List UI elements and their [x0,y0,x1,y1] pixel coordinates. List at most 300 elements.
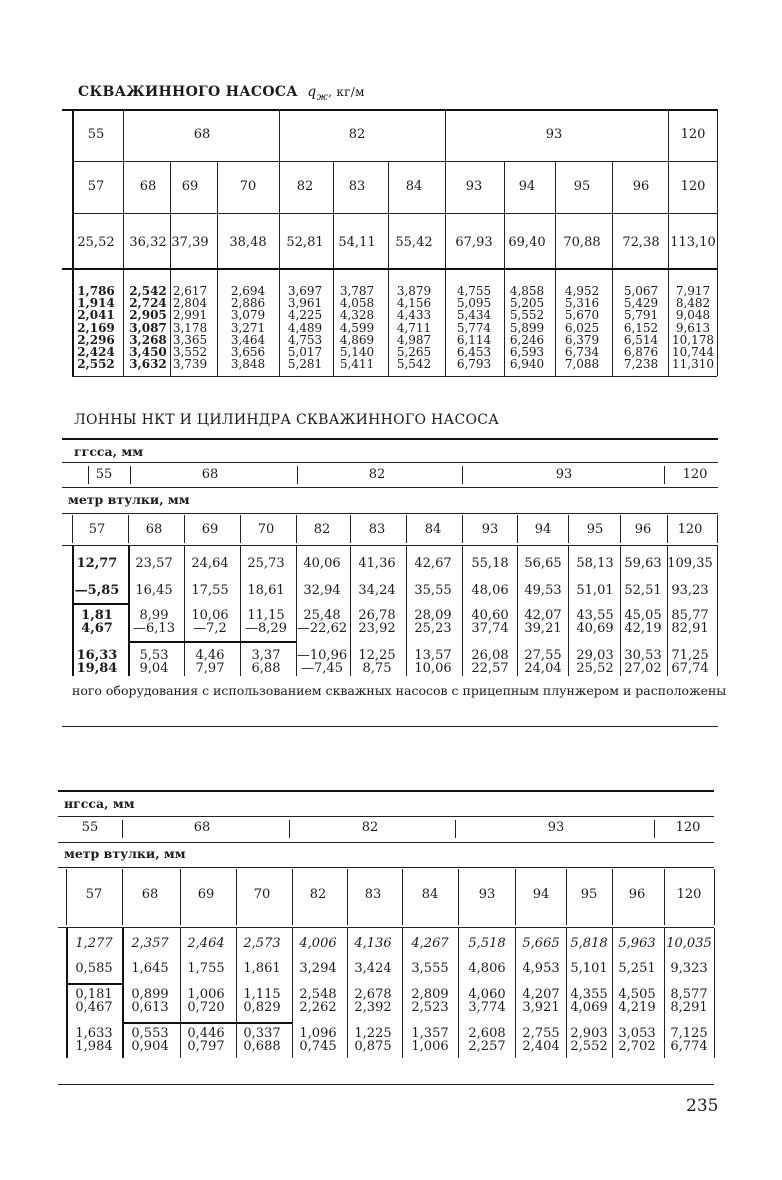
value-cell: 4,355 4,069 [570,987,608,1015]
column-rule [620,546,621,676]
column-rule [504,162,505,214]
column-rule [240,546,241,676]
column-rule [347,928,348,1058]
column-rule [717,546,718,676]
s3-caption-bore: нгсса, мм [64,796,135,811]
column-rule [333,214,334,268]
column-rule [667,546,668,676]
value-cell: 10,035 [666,936,712,951]
value-cell: 4,46 7,97 [195,648,225,676]
column-rule [714,869,715,925]
diameter-cell: 93 [465,179,483,194]
value-cell: 109,35 [667,556,713,571]
diameter-cell: 82 [296,179,314,194]
diameter-cell: 95 [573,179,591,194]
diameter-cell: 57 [88,522,106,537]
column-rule [517,546,518,676]
value-cell: 3,424 [354,961,392,976]
column-rule [462,546,463,676]
column-rule [568,515,569,543]
value-cell: 4,505 4,219 [618,987,656,1015]
column-rule [180,869,181,925]
column-rule [296,515,297,543]
value-cell: 4,207 3,921 [522,987,560,1015]
value-cell: 41,36 [358,556,396,571]
column-rule [555,270,556,376]
s2-top-rule [62,438,718,440]
value-cell: 2,357 [131,936,169,951]
value-cell: 8,99 —6,13 [133,608,175,636]
column-rule [279,270,280,376]
column-rule [72,515,73,543]
column-rule [184,515,185,543]
value-cell: —10,96 —7,45 [296,648,348,676]
column-rule [402,928,403,1058]
value-cell: 1,277 [75,936,113,951]
column-rule [350,546,351,676]
diameter-cell: 57 [87,179,105,194]
group-separator [66,983,122,985]
value-cell: 5,53 9,04 [139,648,169,676]
value-cell: 45,05 42,19 [624,608,662,636]
value-cell: 2,809 2,523 [411,987,449,1015]
s3-caption-sleeve: метр втулки, мм [64,846,186,861]
value-cell: 42,67 [414,556,452,571]
column-rule [664,869,665,925]
diameter-cell: 83 [368,522,386,537]
diameter-cell: 93 [481,522,499,537]
s2-rule [62,462,718,463]
column-rule [297,466,298,484]
data-column: 4,755 5,095 5,434 5,774 6,114 6,453 6,793 [456,284,492,372]
weight-cell: 54,11 [338,235,376,250]
column-rule [555,214,556,268]
group-diameter-cell: 82 [348,127,366,142]
value-cell: 23,57 [135,556,173,571]
column-rule [128,515,129,543]
value-cell: 30,53 27,02 [624,648,662,676]
column-rule [170,270,171,376]
value-cell: 1,861 [243,961,281,976]
group-separator [72,603,128,605]
column-rule [66,928,68,1058]
value-cell: 4,806 [468,961,506,976]
value-cell: 13,57 10,06 [414,648,452,676]
value-cell: 25,73 [247,556,285,571]
diameter-cell: 82 [309,887,327,902]
column-rule [66,869,67,925]
s2-footnote: ного оборудования с использованием скважных насосов с прицепным плунжером и расположены [72,683,727,698]
value-cell: 17,55 [191,583,229,598]
value-cell: 28,09 25,23 [414,608,452,636]
data-column: 3,697 3,961 4,225 4,489 4,753 5,017 5,281 [287,284,323,372]
column-rule [88,466,89,484]
value-cell: 1,225 0,875 [354,1026,392,1054]
data-column: 1,786 1,914 2,041 2,169 2,296 2,424 2,552 [77,284,115,372]
diameter-cell: 70 [239,179,257,194]
column-rule [350,515,351,543]
column-rule [292,928,293,1058]
value-cell: 49,53 [524,583,562,598]
diameter-cell: 68 [139,179,157,194]
column-rule [667,515,668,543]
value-cell: 32,94 [303,583,341,598]
section2-title: ЛОННЫ НКТ И ЦИЛИНДРА СКВАЖИННОГО НАСОСА [74,412,500,428]
group-diameter-cell: 120 [675,820,701,835]
column-rule [236,869,237,925]
value-cell: 42,07 39,21 [524,608,562,636]
diameter-cell: 96 [634,522,652,537]
weight-cell: 113,10 [670,235,716,250]
value-cell: 7,125 6,774 [670,1026,708,1054]
s1-top-rule [62,109,718,111]
diameter-cell: 94 [532,887,550,902]
value-cell: 93,23 [671,583,709,598]
column-rule [515,928,516,1058]
diameter-cell: 83 [348,179,366,194]
group-diameter-cell: 93 [547,820,565,835]
diameter-cell: 95 [586,522,604,537]
value-cell: 1,755 [187,961,225,976]
column-rule [347,869,348,925]
column-rule [714,928,715,1058]
value-cell: 48,06 [471,583,509,598]
group-diameter-cell: 93 [555,467,573,482]
column-rule [612,869,613,925]
value-cell: 25,48 —22,62 [296,608,348,636]
value-cell: 3,37 6,88 [251,648,281,676]
value-cell: 1,357 1,006 [411,1026,449,1054]
column-rule [668,270,669,376]
column-rule [170,162,171,214]
s2-rule [62,487,718,488]
column-rule [458,869,459,925]
diameter-cell: 83 [364,887,382,902]
value-cell: 2,678 2,392 [354,987,392,1015]
section1-title: СКВАЖИННОГО НАСОСА $q_ж$, кг/м [78,84,365,103]
column-rule [72,162,74,214]
column-rule [296,546,297,676]
data-column: 2,542 2,724 2,905 3,087 3,268 3,450 3,632 [129,284,167,372]
value-cell: 2,608 2,257 [468,1026,506,1054]
value-cell: 3,053 2,702 [618,1026,656,1054]
value-cell: 85,77 82,91 [671,608,709,636]
weight-cell: 36,32 [129,235,167,250]
column-rule [612,928,613,1058]
column-rule [612,214,613,268]
value-cell: 27,55 24,04 [524,648,562,676]
value-cell: 51,01 [576,583,614,598]
column-rule [612,162,613,214]
value-cell: 5,818 [570,936,608,951]
weight-cell: 70,88 [563,235,601,250]
value-cell: 18,61 [247,583,285,598]
diameter-cell: 120 [677,522,703,537]
column-rule [668,214,669,268]
value-cell: 0,899 0,613 [131,987,169,1015]
page-number: 235 [686,1096,719,1116]
value-cell: 12,77 [76,556,118,571]
column-rule [333,162,334,214]
column-rule [123,214,124,268]
diameter-cell: 120 [676,887,702,902]
data-column: 4,952 5,316 5,670 6,025 6,379 6,734 7,088 [564,284,600,372]
s1-rule [72,213,717,214]
value-cell: 0,585 [75,961,113,976]
column-rule [717,110,718,162]
data-column: 5,067 5,429 5,791 6,152 6,514 6,876 7,238 [623,284,659,372]
value-cell: 1,645 [131,961,169,976]
value-cell: 0,446 0,797 [187,1026,225,1054]
column-rule [717,270,718,376]
s3-rule [58,816,714,817]
group-diameter-cell: 68 [201,467,219,482]
s3-rule [58,842,714,843]
value-cell: 43,55 40,69 [576,608,614,636]
column-rule [445,162,446,214]
diameter-cell: 68 [141,887,159,902]
column-rule [717,162,718,214]
column-rule [128,546,130,676]
value-cell: 4,060 3,774 [468,987,506,1015]
column-rule [517,515,518,543]
column-rule [180,928,181,1058]
column-rule [462,515,463,543]
value-cell: 56,65 [524,556,562,571]
diameter-cell: 69 [201,522,219,537]
value-cell: 58,13 [576,556,614,571]
diameter-cell: 84 [421,887,439,902]
value-cell: 3,294 [299,961,337,976]
s2-caption-sleeve: метр втулки, мм [68,492,190,507]
column-rule [664,466,665,484]
weight-cell: 38,48 [229,235,267,250]
data-column: 4,858 5,205 5,552 5,899 6,246 6,593 6,940 [509,284,545,372]
value-cell: 8,577 8,291 [670,987,708,1015]
value-cell: 5,963 [618,936,656,951]
column-rule [620,515,621,543]
value-cell: 11,15 —8,29 [245,608,287,636]
column-rule [130,466,131,484]
diameter-cell: 68 [145,522,163,537]
value-cell: 40,60 37,74 [471,608,509,636]
value-cell: 5,518 [468,936,506,951]
column-rule [289,820,290,838]
value-cell: 4,136 [354,936,392,951]
value-cell: 12,25 8,75 [358,648,396,676]
data-column: 3,787 4,058 4,328 4,599 4,869 5,140 5,411 [339,284,375,372]
weight-cell: 37,39 [171,235,209,250]
group-diameter-cell: 55 [87,127,105,142]
group-separator [122,1022,292,1024]
column-rule [122,869,123,925]
column-rule [504,214,505,268]
column-rule [279,110,280,162]
value-cell: 0,553 0,904 [131,1026,169,1054]
column-rule [406,515,407,543]
diameter-cell: 84 [424,522,442,537]
data-column: 7,917 8,482 9,048 9,613 10,178 10,744 11,310 [672,284,714,372]
s1-rule [62,268,718,270]
diameter-cell: 120 [680,179,706,194]
diameter-cell: 93 [478,887,496,902]
column-rule [279,162,280,214]
column-rule [402,869,403,925]
s3-rule [58,927,714,928]
column-rule [292,869,293,925]
column-rule [217,270,218,376]
column-rule [555,162,556,214]
diameter-cell: 69 [197,887,215,902]
column-rule [123,110,124,162]
weight-cell: 69,40 [508,235,546,250]
column-rule [388,270,389,376]
weight-cell: 72,38 [622,235,660,250]
diameter-cell: 57 [85,887,103,902]
s2-bottom-rule [62,726,718,727]
diameter-cell: 96 [632,179,650,194]
s3-bottom-rule [58,1084,714,1085]
column-rule [458,928,459,1058]
column-rule [654,820,655,838]
diameter-cell: 94 [518,179,536,194]
value-cell: 40,06 [303,556,341,571]
group-separator [128,641,296,643]
value-cell: 29,03 25,52 [576,648,614,676]
column-rule [445,270,446,376]
column-rule [568,546,569,676]
column-rule [122,928,124,1058]
column-rule [612,270,613,376]
s1-bottom-rule [72,376,717,377]
value-cell: 1,115 0,829 [243,987,281,1015]
value-cell: 4,006 [299,936,337,951]
column-rule [236,928,237,1058]
value-cell: 5,251 [618,961,656,976]
column-rule [668,162,669,214]
value-cell: 5,101 [570,961,608,976]
value-cell: 1,81 4,67 [81,608,113,636]
group-diameter-cell: 55 [95,467,113,482]
group-diameter-cell: 68 [193,820,211,835]
column-rule [123,162,124,214]
s2-rule [62,513,718,514]
column-rule [717,214,718,268]
column-rule [406,546,407,676]
value-cell: 9,323 [670,961,708,976]
weight-cell: 25,52 [77,235,115,250]
weight-cell: 67,93 [455,235,493,250]
column-rule [388,162,389,214]
group-diameter-cell: 68 [193,127,211,142]
diameter-cell: 70 [253,887,271,902]
value-cell: 35,55 [414,583,452,598]
diameter-cell: 95 [580,887,598,902]
column-rule [455,820,456,838]
column-rule [668,110,669,162]
column-rule [217,162,218,214]
weight-cell: 52,81 [286,235,324,250]
column-rule [72,110,74,162]
value-cell: 71,25 67,74 [671,648,709,676]
value-cell: 4,953 [522,961,560,976]
diameter-cell: 82 [313,522,331,537]
column-rule [515,869,516,925]
column-rule [217,214,218,268]
group-diameter-cell: 120 [682,467,708,482]
value-cell: 1,633 1,984 [75,1026,113,1054]
diameter-cell: 96 [628,887,646,902]
group-diameter-cell: 120 [680,127,706,142]
value-cell: 2,573 [243,936,281,951]
column-rule [123,270,124,376]
column-rule [664,928,665,1058]
group-diameter-cell: 93 [545,127,563,142]
weight-cell: 55,42 [395,235,433,250]
diameter-cell: 94 [534,522,552,537]
value-cell: 5,665 [522,936,560,951]
value-cell: 4,267 [411,936,449,951]
value-cell: 1,006 0,720 [187,987,225,1015]
column-rule [388,214,389,268]
value-cell: 3,555 [411,961,449,976]
value-cell: 2,464 [187,936,225,951]
data-column: 2,617 2,804 2,991 3,178 3,365 3,552 3,739 [172,284,208,372]
value-cell: 16,45 [135,583,173,598]
column-rule [566,869,567,925]
column-rule [72,546,74,676]
value-cell: 10,06 —7,2 [191,608,229,636]
value-cell: 0,337 0,688 [243,1026,281,1054]
value-cell: 55,18 [471,556,509,571]
value-cell: 16,33 19,84 [76,648,118,676]
value-cell: 2,548 2,262 [299,987,337,1015]
value-cell: 59,63 [624,556,662,571]
value-cell: 26,78 23,92 [358,608,396,636]
column-rule [566,928,567,1058]
column-rule [504,270,505,376]
value-cell: —5,85 [74,583,120,598]
column-rule [122,820,123,838]
value-cell: 26,08 22,57 [471,648,509,676]
data-column: 3,879 4,156 4,433 4,711 4,987 5,265 5,542 [396,284,432,372]
value-cell: 0,181 0,467 [75,987,113,1015]
column-rule [170,214,171,268]
value-cell: 24,64 [191,556,229,571]
group-diameter-cell: 82 [368,467,386,482]
value-cell: 2,755 2,404 [522,1026,560,1054]
column-rule [279,214,280,268]
column-rule [445,214,446,268]
group-diameter-cell: 55 [81,820,99,835]
column-rule [240,515,241,543]
column-rule [184,546,185,676]
s3-top-rule [58,790,714,792]
value-cell: 34,24 [358,583,396,598]
column-rule [333,270,334,376]
data-column: 2,694 2,886 3,079 3,271 3,464 3,656 3,848 [230,284,266,372]
column-rule [72,270,74,376]
diameter-cell: 84 [405,179,423,194]
value-cell: 2,903 2,552 [570,1026,608,1054]
value-cell: 1,096 0,745 [299,1026,337,1054]
column-rule [462,466,463,484]
group-diameter-cell: 82 [361,820,379,835]
diameter-cell: 69 [181,179,199,194]
column-rule [72,214,74,268]
s2-caption-bore: ггсса, мм [74,444,144,459]
column-rule [717,515,718,543]
